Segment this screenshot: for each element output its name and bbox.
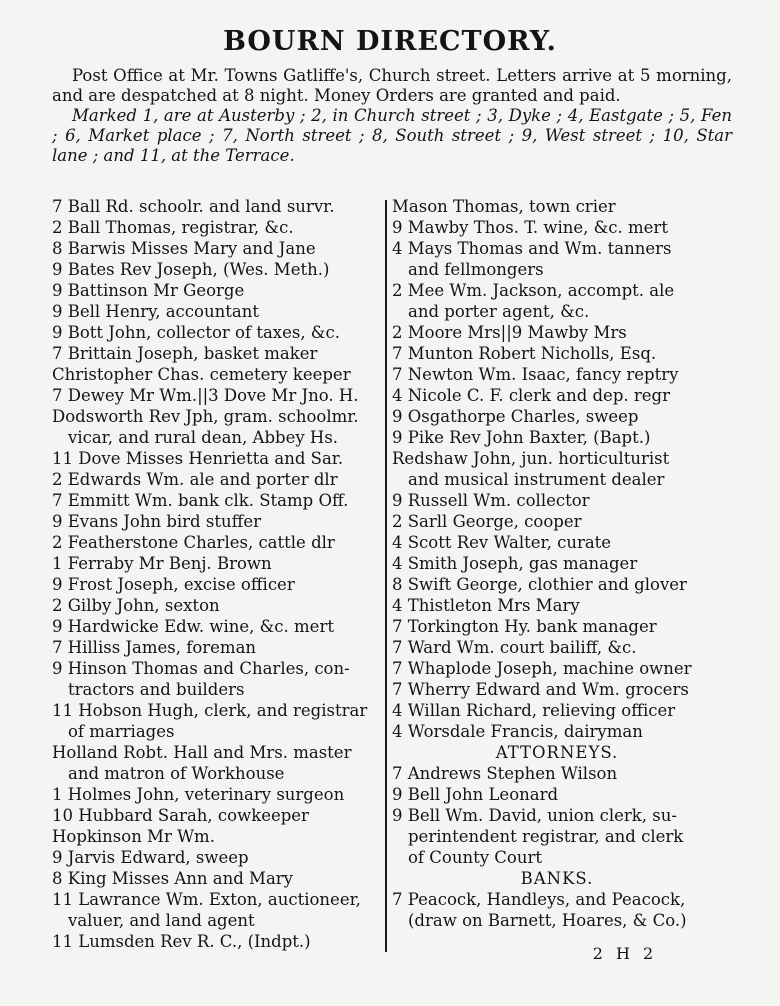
directory-entry xyxy=(392,784,722,805)
entry-line: Dodsworth Rev Jph, gram. schoolmr. xyxy=(52,407,359,426)
directory-entry xyxy=(392,448,722,490)
entry-continuation: perintendent registrar, and clerk xyxy=(408,827,684,846)
entry-line: Mason Thomas, town crier xyxy=(392,197,616,216)
signature-mark: 2 H 2 xyxy=(592,944,658,963)
directory-entry xyxy=(52,532,380,553)
directory-entry xyxy=(392,343,722,364)
banks-heading: BANKS. xyxy=(520,869,594,888)
directory-entry xyxy=(392,322,722,343)
entry-line: 9 Pike Rev John Baxter, (Bapt.) xyxy=(392,428,651,447)
entry-line: 2 Mee Wm. Jackson, accompt. ale xyxy=(392,281,675,300)
directory-entry xyxy=(392,532,722,553)
directory-entry xyxy=(392,280,722,322)
entry-line: 4 Worsdale Francis, dairyman xyxy=(392,722,643,741)
entry-continuation: and matron of Workhouse xyxy=(68,764,285,783)
directory-entry xyxy=(52,658,380,700)
directory-entry xyxy=(392,490,722,511)
directory-entry xyxy=(52,280,380,301)
directory-entry xyxy=(392,679,722,700)
entry-line: Hopkinson Mr Wm. xyxy=(52,827,215,846)
entry-continuation: and musical instrument dealer xyxy=(408,470,665,489)
entry-line: 7 Newton Wm. Isaac, fancy reptry xyxy=(392,365,679,384)
entry-line: 9 Hinson Thomas and Charles, con- xyxy=(52,659,350,678)
directory-entry xyxy=(52,616,380,637)
directory-entry xyxy=(52,847,380,868)
directory-entry xyxy=(392,553,722,574)
entry-line: Redshaw John, jun. horticulturist xyxy=(392,449,670,468)
directory-entry xyxy=(392,637,722,658)
directory-entry xyxy=(52,511,380,532)
entry-line: 9 Frost Joseph, excise officer xyxy=(52,575,295,594)
entry-line: 8 Barwis Misses Mary and Jane xyxy=(52,239,316,258)
entry-line: 7 Ball Rd. schoolr. and land survr. xyxy=(52,197,335,216)
directory-entry xyxy=(52,553,380,574)
entry-line: 9 Bell Henry, accountant xyxy=(52,302,259,321)
directory-entry xyxy=(52,931,380,952)
entry-continuation: and fellmongers xyxy=(408,260,544,279)
directory-entry xyxy=(392,574,722,595)
entry-line: 9 Bott John, collector of taxes, &c. xyxy=(52,323,340,342)
entry-line: 9 Battinson Mr George xyxy=(52,281,245,300)
entry-line: 9 Bell Wm. David, union clerk, su- xyxy=(392,806,677,825)
entry-line: 9 Jarvis Edward, sweep xyxy=(52,848,249,867)
entry-line: 11 Hobson Hugh, clerk, and registrar xyxy=(52,701,368,720)
directory-entry xyxy=(392,616,722,637)
entry-line: 4 Smith Joseph, gas manager xyxy=(392,554,638,573)
entry-line: 7 Ward Wm. court bailiff, &c. xyxy=(392,638,637,657)
entry-line: Christopher Chas. cemetery keeper xyxy=(52,365,351,384)
entry-line: 9 Osgathorpe Charles, sweep xyxy=(392,407,639,426)
directory-entry xyxy=(392,385,722,406)
entry-line: 2 Edwards Wm. ale and porter dlr xyxy=(52,470,338,489)
entry-line: 9 Russell Wm. collector xyxy=(392,491,590,510)
entry-line: 9 Bell John Leonard xyxy=(392,785,559,804)
entry-line: 1 Holmes John, veterinary surgeon xyxy=(52,785,345,804)
entry-line: 7 Whaplode Joseph, machine owner xyxy=(392,659,692,678)
directory-entry xyxy=(392,700,722,721)
directory-entry xyxy=(392,658,722,679)
entry-line: 11 Lumsden Rev R. C., (Indpt.) xyxy=(52,932,311,951)
directory-entry xyxy=(52,574,380,595)
entry-line: 9 Evans John bird stuffer xyxy=(52,512,261,531)
directory-entry xyxy=(52,364,380,385)
entry-continuation: (draw on Barnett, Hoares, & Co.) xyxy=(408,911,687,930)
directory-entry xyxy=(392,889,722,931)
entry-line: 8 Swift George, clothier and glover xyxy=(392,575,687,594)
directory-entry xyxy=(52,301,380,322)
right-column xyxy=(392,196,722,931)
entry-continuation: of marriages xyxy=(68,722,175,741)
post-office-paragraph: Post Office at Mr. Towns Gatliffe's, Church street. Letters arrive at 5 morning, and are despatched at 8 night. Money Orders are granted and paid. xyxy=(52,66,732,105)
directory-entry xyxy=(52,448,380,469)
entry-line: 2 Featherstone Charles, cattle dlr xyxy=(52,533,335,552)
directory-entry xyxy=(52,784,380,805)
directory-entry xyxy=(52,343,380,364)
directory-entry xyxy=(52,595,380,616)
entry-continuation: vicar, and rural dean, Abbey Hs. xyxy=(68,428,339,447)
entry-line: 9 Bates Rev Joseph, (Wes. Meth.) xyxy=(52,260,330,279)
entry-continuation: of County Court xyxy=(408,848,542,867)
entry-line: Holland Robt. Hall and Mrs. master xyxy=(52,743,352,762)
directory-entry xyxy=(392,805,722,868)
directory-entry xyxy=(392,364,722,385)
directory-entry xyxy=(52,259,380,280)
entry-line: 2 Moore Mrs||9 Mawby Mrs xyxy=(392,323,627,342)
directory-entry xyxy=(52,406,380,448)
directory-entry xyxy=(52,322,380,343)
directory-entry xyxy=(52,805,380,826)
entry-line: 2 Gilby John, sexton xyxy=(52,596,220,615)
street-key-paragraph: Marked 1, are at Austerby ; 2, in Church street ; 3, Dyke ; 4, Eastgate ; 5, Fen ; 6, Market place ; 7, North street ; 8, South street ; 9, West street ; 10, Star lane ; and 11, at the Terrace. xyxy=(52,106,732,165)
entry-line: 9 Mawby Thos. T. wine, &c. mert xyxy=(392,218,668,237)
entry-line: 10 Hubbard Sarah, cowkeeper xyxy=(52,806,309,825)
directory-entry xyxy=(392,238,722,280)
directory-entry xyxy=(52,826,380,847)
entry-continuation: tractors and builders xyxy=(68,680,245,699)
entry-line: 7 Andrews Stephen Wilson xyxy=(392,764,618,783)
entry-line: 7 Hilliss James, foreman xyxy=(52,638,257,657)
directory-entry xyxy=(392,406,722,427)
directory-entry xyxy=(52,469,380,490)
page-title: BOURN DIRECTORY. xyxy=(223,26,557,57)
directory-entry xyxy=(392,427,722,448)
directory-entry xyxy=(52,889,380,931)
directory-entry xyxy=(392,721,722,742)
directory-entry xyxy=(52,196,380,217)
column-divider xyxy=(385,200,387,952)
directory-entry xyxy=(52,700,380,742)
directory-entry xyxy=(52,868,380,889)
directory-entry xyxy=(52,742,380,784)
entry-line: 2 Ball Thomas, registrar, &c. xyxy=(52,218,294,237)
entry-line: 4 Willan Richard, relieving officer xyxy=(392,701,676,720)
entry-line: 1 Ferraby Mr Benj. Brown xyxy=(52,554,272,573)
directory-entry xyxy=(52,385,380,406)
entry-line: 2 Sarll George, cooper xyxy=(392,512,582,531)
entry-line: 7 Wherry Edward and Wm. grocers xyxy=(392,680,689,699)
entry-line: 7 Peacock, Handleys, and Peacock, xyxy=(392,890,686,909)
directory-entry xyxy=(392,511,722,532)
entry-line: 7 Torkington Hy. bank manager xyxy=(392,617,657,636)
directory-entry xyxy=(392,196,722,217)
directory-entry xyxy=(52,490,380,511)
entry-line: 8 King Misses Ann and Mary xyxy=(52,869,293,888)
entry-line: 7 Dewey Mr Wm.||3 Dove Mr Jno. H. xyxy=(52,386,359,405)
directory-entry xyxy=(392,763,722,784)
directory-entry xyxy=(392,595,722,616)
entry-line: 4 Thistleton Mrs Mary xyxy=(392,596,580,615)
attorneys-heading: ATTORNEYS. xyxy=(495,743,619,762)
entry-continuation: valuer, and land agent xyxy=(68,911,255,930)
entry-line: 4 Nicole C. F. clerk and dep. regr xyxy=(392,386,670,405)
entry-continuation: and porter agent, &c. xyxy=(408,302,590,321)
entry-line: 4 Mays Thomas and Wm. tanners xyxy=(392,239,672,258)
left-column xyxy=(52,196,380,952)
entry-line: 7 Brittain Joseph, basket maker xyxy=(52,344,318,363)
entry-line: 11 Dove Misses Henrietta and Sar. xyxy=(52,449,344,468)
entry-line: 7 Emmitt Wm. bank clk. Stamp Off. xyxy=(52,491,349,510)
directory-entry xyxy=(52,238,380,259)
entry-line: 11 Lawrance Wm. Exton, auctioneer, xyxy=(52,890,361,909)
directory-entry xyxy=(392,217,722,238)
entry-line: 4 Scott Rev Walter, curate xyxy=(392,533,612,552)
intro-section xyxy=(52,66,732,166)
entry-line: 7 Munton Robert Nicholls, Esq. xyxy=(392,344,657,363)
directory-entry xyxy=(52,217,380,238)
directory-entry xyxy=(52,637,380,658)
entry-line: 9 Hardwicke Edw. wine, &c. mert xyxy=(52,617,334,636)
